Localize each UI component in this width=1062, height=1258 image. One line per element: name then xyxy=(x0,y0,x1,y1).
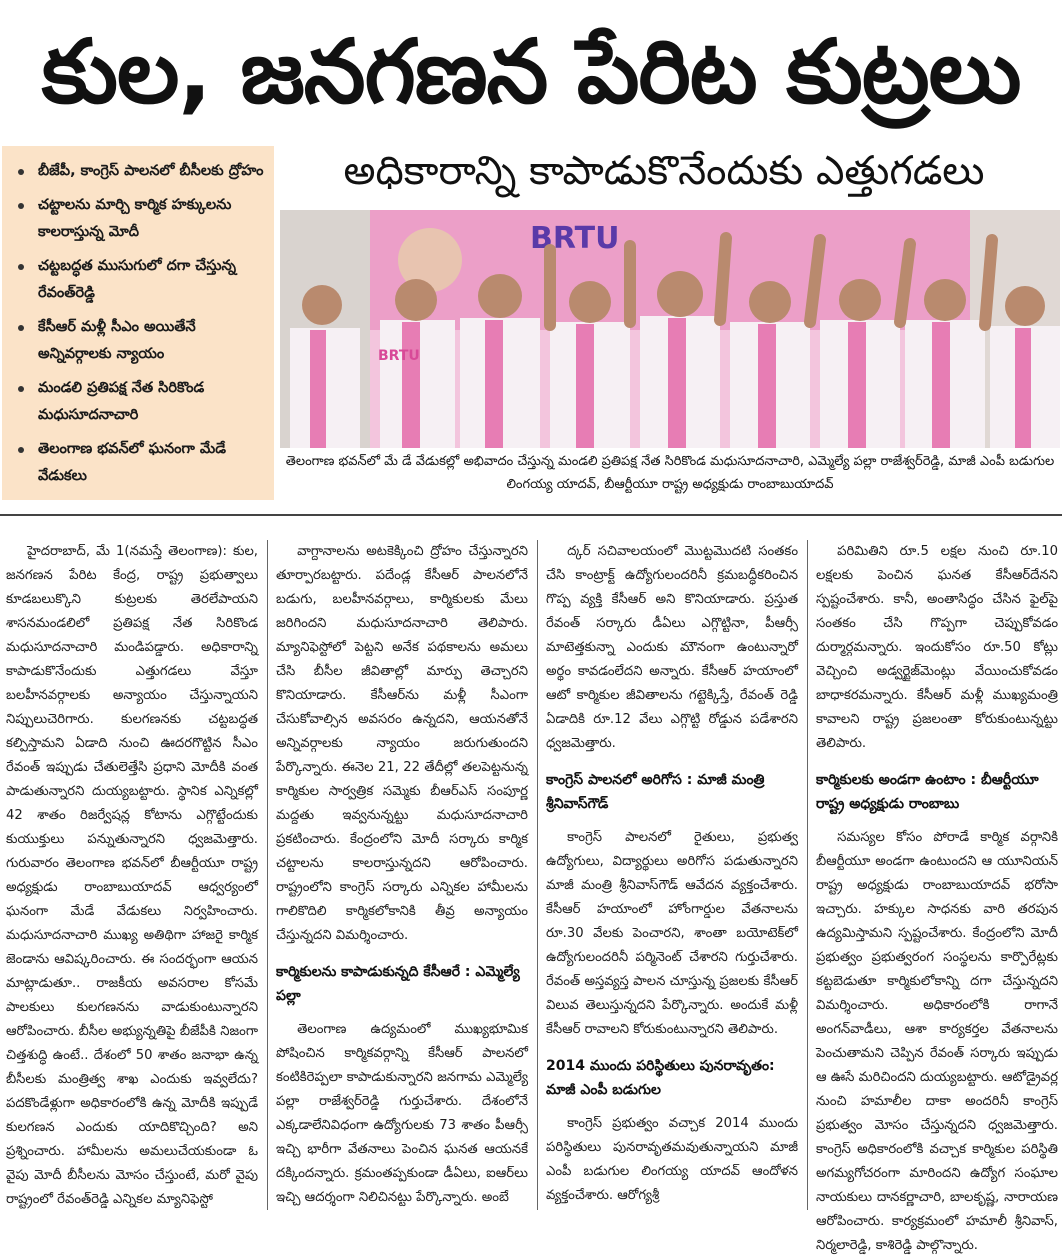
article-paragraph: ద్కర్ సచివాలయంలో మొట్టమొదటి సంతకం చేసి కాంట్రాక్ట్ ఉద్యోగులందరినీ క్రమబద్ధీకరించిన గొప్ప వ్యక్తి కేసీఆర్ అని కొనియాడారు. ప్రస్తుత రేవంత్ సర్కారు డీఏలు ఎగ్గొట్టినా, పీఆర్సీ మాటెత్తకున్నా ఎందుకు మౌనంగా ఉంటున్నారో అర్థం కావడంలేదని అన్నారు. కేసీఆర్ హయాంలో ఆటో కార్మికుల జీవితాలను గట్టెక్కిస్తే, రేవంత్ రెడ్డి ఏడాదికి రూ.12 వేలు ఎగ్గొట్టి రోడ్డున పడేశారని ధ్వజమెత్తారు. xyxy=(546,544,798,751)
news-photo xyxy=(280,210,1060,448)
highlight-item: చట్టాలను మార్చి కార్మిక హక్కులను కాలరాస్తున్న మోదీ xyxy=(10,192,266,246)
section-subheading: 2014 ముందు పరిస్థితులు పునరావృతం: మాజీ ఎంపీ బడుగుల xyxy=(546,1058,775,1098)
article-paragraph: కాంగ్రెస్ ప్రభుత్వం వచ్చాక 2014 ముందు పరిస్థితులు పునరావృతమవుతున్నాయని మాజీ ఎంపీ బడుగుల లింగయ్య యాదవ్ ఆందోళన వ్యక్తంచేశారు. ఆరోగ్యశ్రీ xyxy=(546,1116,798,1203)
article-column-1 xyxy=(6,540,258,1210)
highlight-item: బీజేపీ, కాంగ్రెస్ పాలనలో బీసీలకు ద్రోహం xyxy=(10,158,266,185)
highlight-item: మండలి ప్రతిపక్ష నేత సిరికొండ మధుసూదనాచారి xyxy=(10,375,266,429)
article-paragraph: సమస్యల కోసం పోరాడే కార్మిక వర్గానికి బీఆర్టీయూ అండగా ఉంటుందని ఆ యూనియన్ రాష్ట్ర అధ్యక్షుడు రాంబాబుయాదవ్ భరోసా ఇచ్చారు. హక్కుల సాధనకు వారి తరపున ఉద్యమిస్తామని స్పష్టంచేశారు. కేంద్రంలోని మోదీ ప్రభుత్వం ప్రభుత్వరంగ సంస్థలను కార్పొరేట్లకు కట్టబెడుతూ కార్మికులోకాన్ని దగా చేస్తున్నదని విమర్శించారు. అధికారంలోకి రాగానే అంగన్‌వాడీలు, ఆశా కార్యకర్తల వేతనాలను పెంచుతామని చెప్పిన రేవంత్ సర్కారు ఇప్పుడు ఆ ఊసే మరిచిందని దుయ్యబట్టారు. ఆటోడ్రైవర్ల నుంచి హమాలీల దాకా అందరినీ కాంగ్రెస్ ప్రభుత్వం మోసం చేస్తున్నదని ధ్వజమెత్తారు. కాంగ్రెస్ అధికారంలోకి వచ్చాక కార్మికుల పరిస్థితి అగమ్యగోచరంగా మారిందని ఉద్యోగ సంఘాల నాయకులు దానకర్ణాచారి, బాలకృష్ణ, నారాయణ ఆరోపించారు. కార్యక్రమంలో హమాలీ శ్రీనివాస్, నిర్మలారెడ్డి, కాశిరెడ్డి పాల్గొన్నారు. xyxy=(816,830,1058,1253)
group-photo-illustration xyxy=(280,210,1060,448)
column-divider xyxy=(267,540,268,1210)
article-paragraph: కాంగ్రెస్ పాలనలో రైతులు, ప్రభుత్వ ఉద్యోగులు, విద్యార్థులు అరిగోస పడుతున్నారని మాజీ మంత్రి శ్రీనివాస్‌గౌడ్ ఆవేదన వ్యక్తంచేశారు. కేసీఆర్ హయాంలో హోంగార్డుల వేతనాలను రూ.30 వేలకు పెంచారని, శాంతా బయోటెక్‌లో ఉద్యోగులందరినీ పర్మినెంట్ చేశారని గుర్తుచేశారు. రేవంత్ అస్తవ్యస్త పాలన చూస్తున్న ప్రజలకు కేసీఆర్ విలువ తెలుస్తున్నదని పేర్కొన్నారు. అందుకే మళ్లీ కేసీఆర్ రావాలని కోరుకుంటున్నారని తెలిపారు. xyxy=(546,830,798,1037)
subheadline: అధికారాన్ని కాపాడుకొనేందుకు ఎత్తుగడలు xyxy=(343,148,985,194)
photo-caption: తెలంగాణ భవన్‌లో మే డే వేడుకల్లో అభివాదం చేస్తున్న మండలి ప్రతిపక్ష నేత సిరికొండ మధుసూదనాచారి, ఎమ్మెల్యే పల్లా రాజేశ్వర్‌రెడ్డి, మాజీ ఎంపీ బడుగుల లింగయ్య యాదవ్, బీఆర్టీయూ రాష్ట్ర అధ్యక్షుడు రాంబాబుయాదవ్ xyxy=(285,454,1055,492)
article-paragraph: వాగ్దానాలను అటకెక్కించి ద్రోహం చేస్తున్నారని తూర్పారబట్టారు. పదేండ్ల కేసీఆర్ పాలనలోనే బడుగు, బలహీనవర్గాలు, కార్మికులకు మేలు జరిగిందని మధుసూదనాచారి తెలిపారు. మ్యానిఫెస్టోలో పెట్టని అనేక పథకాలను అమలు చేసి బీసీల జీవితాల్లో మార్పు తెచ్చారని కొనియాడారు. కేసీఆర్‌ను మళ్లీ సీఎంగా చేసుకోవాల్సిన అవసరం ఉన్నదని, ఆయనతోనే అన్నివర్గాలకు న్యాయం జరుగుతుందని పేర్కొన్నారు. ఈనెల 21, 22 తేదీల్లో తలపెట్టనున్న కార్మికుల సార్వత్రిక సమ్మెకు బీఆర్‌ఎస్ సంపూర్ణ మద్దతు ఇవ్వనున్నట్టు మధుసూదనాచారి ప్రకటించారు. కేంద్రంలోని మోదీ సర్కారు కార్మిక చట్టాలను కాలరాస్తున్నదని ఆరోపించారు. రాష్ట్రంలోని కాంగ్రెస్ సర్కారు ఎన్నికల హామీలను గాలికొదిలి కార్మికలోకానికి తీవ్ర అన్యాయం చేస్తున్నదని విమర్శించారు. xyxy=(276,544,528,943)
article-column-4 xyxy=(816,540,1058,1253)
section-subheading: కాంగ్రెస్ పాలనలో అరిగోస : మాజీ మంత్రి శ్రీనివాస్‌గౌడ్ xyxy=(546,772,765,812)
bullet-icon xyxy=(18,169,24,175)
highlight-item: చట్టబద్ధత ముసుగులో దగా చేస్తున్న రేవంత్‌రెడ్డి xyxy=(10,253,266,307)
highlights-box xyxy=(2,146,274,500)
banner-text: BRTU xyxy=(530,221,620,256)
article-column-2 xyxy=(276,540,528,1210)
column-divider xyxy=(807,540,808,1210)
article-paragraph: తెలంగాణ ఉద్యమంలో ముఖ్యభూమిక పోషించిన కార్మికవర్గాన్ని కేసీఆర్ పాలనలో కంటికిరెప్పలా కాపాడుకున్నారని జనగామ ఎమ్మెల్యే పల్లా రాజేశ్వర్‌రెడ్డి గుర్తుచేశారు. దేశంలోనే ఎక్కడాలేనివిధంగా ఉద్యోగులకు 73 శాతం పీఆర్సీ ఇచ్చి భారీగా వేతనాలు పెంచిన ఘనత ఆయనకే దక్కిందన్నారు. క్రమంతప్పకుండా డీఏలు, ఐఆర్‌లు ఇచ్చి ఆదర్శంగా నిలిచినట్టు పేర్కొన్నారు. అంబే xyxy=(276,1022,528,1205)
article-paragraph: హైదరాబాద్, మే 1(నమస్తే తెలంగాణ): కుల, జనగణన పేరిట కేంద్ర, రాష్ట్ర ప్రభుత్వాలు కూడబలుక్కొని కుట్రలకు తెరలేపాయని శాసనమండలిలో ప్రతిపక్ష నేత సిరికొండ మధుసూదనాచారి మండిపడ్డారు. అధికారాన్ని కాపాడుకొనేందుకు ఎత్తుగడలు వేస్తూ బలహీనవర్గాలకు అన్యాయం చేస్తున్నాయని నిప్పులుచెరిగారు. కులగణనకు చట్టబద్ధత కల్పిస్తామని ఏడాది నుంచి ఊదరగొట్టిన సీఎం రేవంత్ ఇప్పుడు చేతులెత్తేసి ప్రధాని మోదీకి వంత పాడుతున్నారని దుయ్యబట్టారు. స్థానిక ఎన్నికల్లో 42 శాతం రిజర్వేషన్ల కోటాను ఎగ్గొట్టేందుకు కుయుక్తులు పన్నుతున్నారని ధ్వజమెత్తారు. గురువారం తెలంగాణ భవన్‌లో బీఆర్టీయూ రాష్ట్ర అధ్యక్షుడు రాంబాబుయాదవ్ ఆధ్వర్యంలో ఘనంగా మేడే వేడుకలు నిర్వహించారు. మధుసూదనాచారి ముఖ్య అతిథిగా హాజరై కార్మిక జెండాను ఆవిష్కరించారు. ఈ సందర్భంగా ఆయన మాట్లాడుతూ.. రాజకీయ అవసరాల కోసమే పాలకులు కులగణనను వాడుకుంటున్నారని ఆరోపించారు. బీసీల అభ్యున్నతిపై బీజేపీకి నిజంగా చిత్తశుద్ధి ఉంటే.. దేశంలో 50 శాతం జనాభా ఉన్న బీసీలకు మంత్రిత్వ శాఖ ఎందుకు ఇవ్వలేదు? పదకొండేళ్లుగా అధికారంలోకి ఉన్న మోదీకి ఇప్పుడే కులగణన ఎందుకు యాదికొచ్చింది? అని ప్రశ్నించారు. హామీలను అమలుచేయకుండా ఓ వైపు మోదీ బీసీలను మోసం చేస్తుంటే, మరో వైపు రాష్ట్రంలో రేవంత్‌రెడ్డి ఎన్నికల మ్యానిఫెస్టో xyxy=(6,544,258,1207)
section-subheading: కార్మికులకు అండగా ఉంటాం : బీఆర్టీయూ రాష్ట్ర అధ్యక్షుడు రాంబాబు xyxy=(816,772,1039,812)
article-column-3 xyxy=(546,540,798,1210)
highlight-item: కేసీఆర్ మళ్లీ సీఎం అయితేనే అన్నివర్గాలకు న్యాయం xyxy=(10,314,266,368)
bullet-icon xyxy=(18,325,24,331)
headline: కుల, జనగణన పేరిట కుట్రలు xyxy=(41,20,1021,123)
section-divider xyxy=(0,514,1062,516)
bullet-icon xyxy=(18,386,24,392)
bullet-icon xyxy=(18,264,24,270)
bullet-icon xyxy=(18,203,24,209)
column-divider xyxy=(537,540,538,1210)
highlight-item: తెలంగాణ భవన్‌లో ఘనంగా మేడే వేడుకలు xyxy=(10,436,266,490)
bullet-icon xyxy=(18,447,24,453)
article-paragraph: పరిమితిని రూ.5 లక్షల నుంచి రూ.10 లక్షలకు పెంచిన ఘనత కేసీఆర్‌దేనని స్పష్టంచేశారు. కానీ, అంతాసిద్ధం చేసిన ఫైల్‌పై సంతకం చేసి గొప్పగా చెప్పుకోవడం దుర్మార్గమన్నారు. ఇందుకోసం రూ.50 కోట్లు వెచ్చించి అడ్వర్టైజ్‌మెంట్లు వేయించుకోవడం బాధాకరమన్నారు. కేసీఆర్ మళ్లీ ముఖ్యమంత్రి కావాలని రాష్ట్ర ప్రజలంతా కోరుకుంటున్నట్టు తెలిపారు. xyxy=(816,544,1058,751)
sash-text: BRTU xyxy=(378,348,420,364)
section-subheading: కార్మికులను కాపాడుకున్నది కేసీఆరే : ఎమ్మెల్యే పల్లా xyxy=(276,964,520,1004)
